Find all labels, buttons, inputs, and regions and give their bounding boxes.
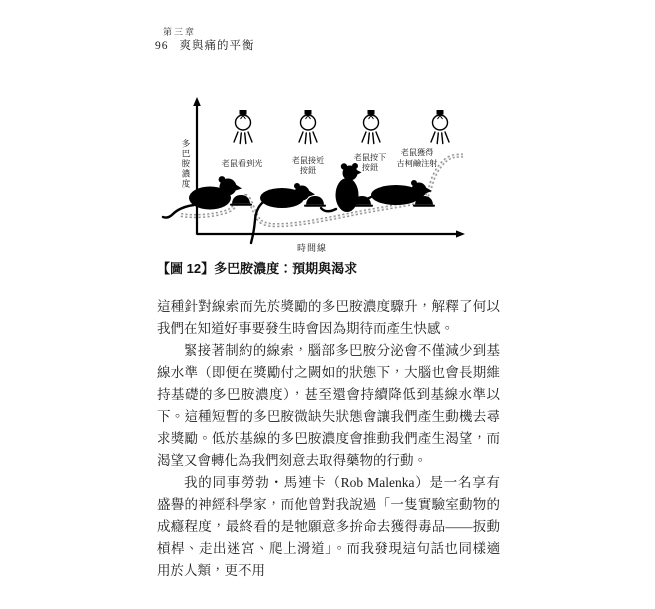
stage-label-2b: 按鈕	[299, 166, 317, 175]
lightbulb-icon	[234, 110, 252, 144]
button-icon	[230, 195, 252, 206]
stage-label-3: 老鼠按下	[353, 153, 387, 162]
book-title: 爽與痛的平衡	[179, 40, 255, 52]
paragraph-1: 這種針對線索而先於獎勵的多巴胺濃度驟升，解釋了何以我們在知道好事要發生時會因為期待而產生快感。	[157, 299, 500, 336]
paragraph-2: 緊接著制約的線索，腦部多巴胺分泌會不僅減少到基線水準（即便在獎勵付之闕如的狀態下，大腦也會長期維持基礎的多巴胺濃度），甚至還會持續降低到基線水準以下。這種短暫的多巴胺微缺失狀態會讓我們產生動機去尋求獎勵。低於基線的多巴胺濃度會推動我們產生渴望，而渴望又會轉化為我們刻意去取得藥物的行動。	[157, 343, 500, 468]
stage-label-4b: 古柯鹼注射	[396, 159, 438, 168]
page-number: 96	[155, 40, 169, 52]
paragraph-3: 我的同事勞勃・馬連卡（Rob Malenka）是一名享有盛譽的神經科學家，而他曾對我說過「一隻實驗室動物的成癮程度，最終看的是牠願意多拚命去獲得毒品——扳動槓桿、走出迷宮、爬上滑道」。而我發現這句話也同樣適用於人類，更不用	[157, 475, 500, 578]
stage-label-4: 老鼠獲得	[400, 148, 434, 157]
y-axis-label: 多巴胺濃度	[181, 139, 191, 189]
figure-12-diagram	[160, 93, 505, 260]
figure-caption: 【圖 12】多巴胺濃度：預期與渴求	[157, 261, 358, 276]
body-text	[157, 296, 500, 582]
stage-label-2: 老鼠接近	[291, 156, 325, 165]
lightbulb-icon	[362, 110, 380, 144]
stage-label-3b: 按鈕	[361, 163, 379, 172]
lightbulb-icon	[299, 110, 317, 144]
x-axis-label: 時間線	[296, 243, 328, 253]
lightbulb-icon	[431, 110, 449, 144]
stage-label-1: 老鼠看到光	[221, 159, 263, 168]
chapter-label: 第三章	[163, 27, 197, 37]
running-head	[155, 37, 255, 53]
x-axis	[197, 230, 465, 237]
